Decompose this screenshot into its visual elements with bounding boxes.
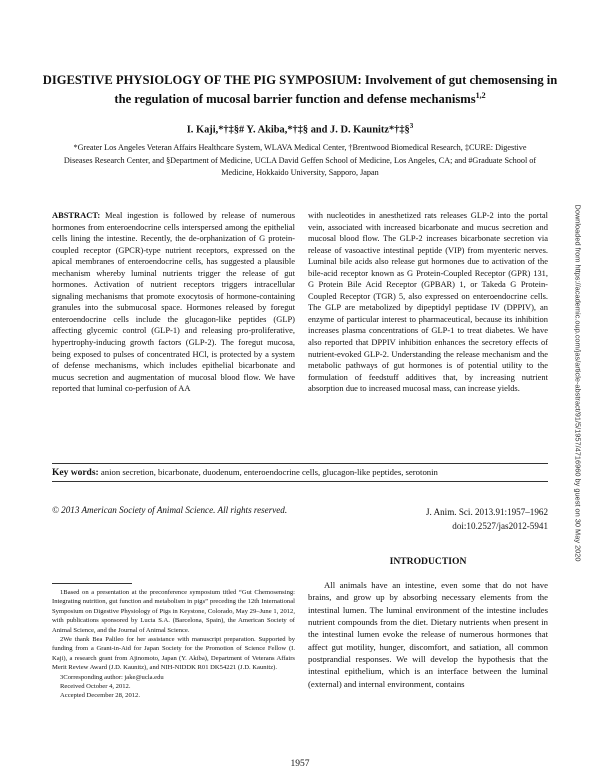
doi-link[interactable]: doi:10.2527/jas2012-5941	[452, 521, 548, 531]
keywords-text: anion secretion, bicarbonate, duodenum, enteroendocrine cells, glucagon-like peptides, serotonin	[100, 467, 438, 477]
affiliations: *Greater Los Angeles Veteran Affairs Healthcare System, WLAVA Medical Center, †Brentwood Biomedical Research, ‡CURE: Digestive Diseases Research Center, and §Department of Medicine, UCLA David Geffen School of Medicine, Los Angeles, CA; and #Graduate School of Medicine, Hokkaido University, Sapporo, Japan	[63, 143, 537, 177]
received-text: Received October 4, 2012.	[60, 683, 131, 691]
accepted-date	[52, 691, 295, 700]
title-footnote-markers[interactable]: 1,2	[475, 91, 486, 100]
abstract-left-column	[52, 210, 295, 395]
footnote-1	[52, 588, 295, 635]
abstract-label: ABSTRACT:	[52, 210, 101, 220]
journal-citation	[360, 505, 548, 533]
article-title	[40, 72, 560, 107]
received-date	[52, 682, 295, 691]
download-note-text[interactable]: Downloaded from https://academic.oup.com/jas/article-abstract/91/5/1957/4716960 by guest on 30 May 2020	[573, 204, 583, 562]
authors-text: I. Kaji,*†‡§# Y. Akiba,*†‡§ and J. D. Kaunitz*†‡§	[186, 124, 410, 136]
introduction-text	[308, 579, 548, 690]
keywords-bottom-rule	[52, 481, 548, 482]
accepted-text: Accepted December 28, 2012.	[60, 692, 141, 700]
citation-text: J. Anim. Sci. 2013.91:1957–1962	[425, 507, 548, 517]
keywords	[52, 467, 552, 478]
footnote-2	[52, 635, 295, 673]
footnote-rule	[52, 583, 132, 584]
author-list	[40, 122, 560, 135]
copyright-notice: © 2013 American Society of Animal Science. All rights reserved.	[52, 505, 288, 515]
footnote-1-text: 1Based on a presentation at the preconference symposium titled “Gut Chemosensing: Integrating nutrition, gut function and metabolism in pigs” preceding the 12th International Symposium on Digestive Physiology of Pigs in Keystone, Colorado, May 29–June 1, 2012, with publications sponsored by Lucta S.A. (Barcelona, Spain), the American Society of Animal Science, and the Journal of Animal Science.	[52, 589, 295, 634]
abstract-left-text: Meal ingestion is followed by release of numerous hormones from enteroendocrine cells interspersed among the epithelial cells lining the intestine. Recently, the de-orphanization of G protein-coupled receptor (GPCR)-type nutrient receptors, expressed on the apical membranes of enteroendocrine cells, has suggested a plausible mechanism whereby luminal nutrients trigger the release of gut hormones. Activation of nutrient receptors triggers intracellular signaling mechanisms that promote exocytosis of hormone-containing granules into the submucosal space. Hormones released by foregut enteroendocrine cells include the glucagon-like peptides (GLP) affecting glycemic control (GLP-1) and releasing pro-proliferative, hypertrophy-inducing growth factors (GLP-2). The foregut mucosa, being exposed to pulses of concentrated HCl, is protected by a system of defense mechanisms, which includes epithelial bicarbonate and mucus secretion and augmentation of mucosal blood flow. We have reported that luminal co-perfusion of AA	[52, 210, 295, 394]
title-text: DIGESTIVE PHYSIOLOGY OF THE PIG SYMPOSIUM: Involvement of gut chemosensing in the regulation of mucosal barrier function and defense mechanisms	[42, 73, 558, 107]
corresponding-author-email[interactable]: 3Corresponding author: jake@ucla.edu	[60, 673, 164, 681]
page-number: 1957	[290, 759, 310, 769]
abstract-right-column: with nucleotides in anesthetized rats releases GLP-2 into the portal vein, associated with increased bicarbonate and mucus secretion and mucosal blood flow. The GLP-2 increases bicarbonate secretion via release of vasoactive intestinal peptide (VIP) from myenteric nerves. Luminal bile acids also release gut hormones due to activation of the bile-acid receptor known as G Protein-Coupled Receptor (GPR) 131, G Protein Bile Acid Receptor (GPBAR) 1, or Takeda G Protein-Coupled Receptor (TGR) 5, also expressed on enteroendocrine cells. The GLP are metabolized by dipeptidyl peptidase IV (DPPIV), an enzyme of particular interest to pharmaceutical, because its inhibition increases plasma concentrations of GLP-1 to treat diabetes. We have also reported that DPPIV inhibition enhances the secretory effects of nutrient-evoked GLP-2. Understanding the release mechanism and the metabolic pathways of gut hormones is of potential utility to the formulation of feedstuff additives that, by increasing nutrient absorption due to increased mucosal mass, can increase yields.	[308, 210, 548, 394]
corresponding-author-marker[interactable]: 3	[409, 122, 414, 130]
introduction-heading: INTRODUCTION	[389, 556, 467, 567]
footnote-3	[52, 673, 295, 682]
keywords-top-rule	[52, 463, 548, 464]
footnote-2-text: 2We thank Bea Palileo for her assistance with manuscript preparation. Supported by funding from a Grant-in-Aid for Japan Society for the Promotion of Science Fellow (I. Kaji), a research grant from Ajinomoto, Japan (Y. Akiba), Department of Veterans Affairs Merit Review Award (J.D. Kaunitz), and NIH-NIDDK R01 DK54221 (J.D. Kaunitz).	[52, 636, 295, 672]
download-side-note	[570, 204, 583, 590]
footnotes	[52, 588, 295, 701]
introduction-body: All animals have an intestine, even some that do not have brains, and grow up by absorbing necessary elements from the intestinal lumen. The luminal environment of the intestine includes nutrient compounds from the diet. Dietary nutrients when present in the intestinal lumen evoke the release of numerous hormones that affect gut motility, hunger, discomfort, and satiation, all common postprandial responses. We will develop the hypothesis that the intestinal epithelium, which is an interface between the luminal (external) and internal environment, contains	[308, 580, 548, 689]
keywords-label: Key words:	[52, 468, 99, 478]
